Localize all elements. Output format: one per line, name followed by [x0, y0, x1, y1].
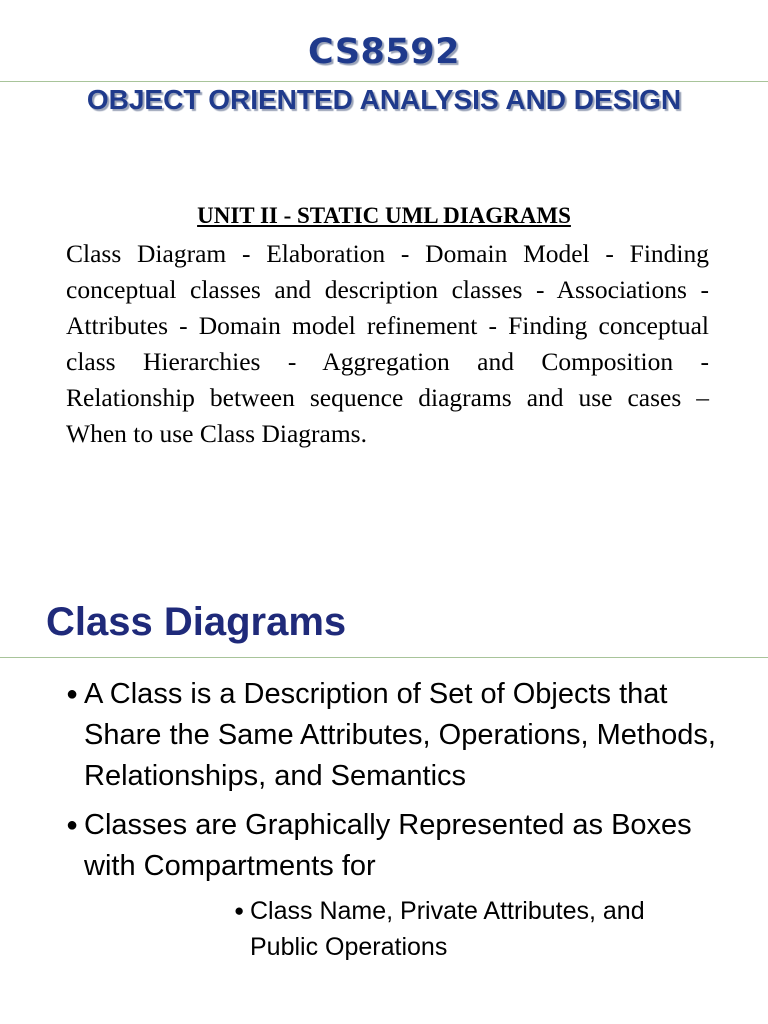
course-code: CS8592 [308, 32, 460, 72]
slide-title-divider [0, 657, 768, 658]
slide-title: Class Diagrams [46, 600, 347, 644]
bullet-dot-icon: ● [66, 814, 79, 836]
list-item [0, 805, 768, 965]
sub-bullet-text: Class Name, Private Attributes, and Public Operations [250, 897, 645, 961]
title-divider [0, 81, 768, 82]
course-title: OBJECT ORIENTED ANALYSIS AND DESIGN [86, 84, 682, 115]
unit-syllabus-text: Class Diagram - Elaboration - Domain Model - Finding conceptual classes and description classes - Associations - Attributes - Domain model refinement - Finding conceptual class Hierarchies - Aggregation and Composition - Relationship between sequence diagrams and use cases – When to use Class Diagrams. [66, 239, 709, 448]
sub-bullet-dot-icon: ● [234, 901, 245, 920]
sub-list-item [84, 893, 728, 965]
bullet-text: A Class is a Description of Set of Objects that Share the Same Attributes, Operations, Methods, Relationships, and Semantics [84, 678, 716, 792]
slide-class-diagrams [0, 580, 768, 1024]
list-item [0, 674, 768, 797]
unit-heading: UNIT II - STATIC UML DIAGRAMS [197, 203, 571, 228]
bullet-text: Classes are Graphically Represented as Boxes with Compartments for [84, 809, 692, 882]
bullet-dot-icon: ● [66, 683, 79, 705]
bullet-list [0, 674, 768, 965]
